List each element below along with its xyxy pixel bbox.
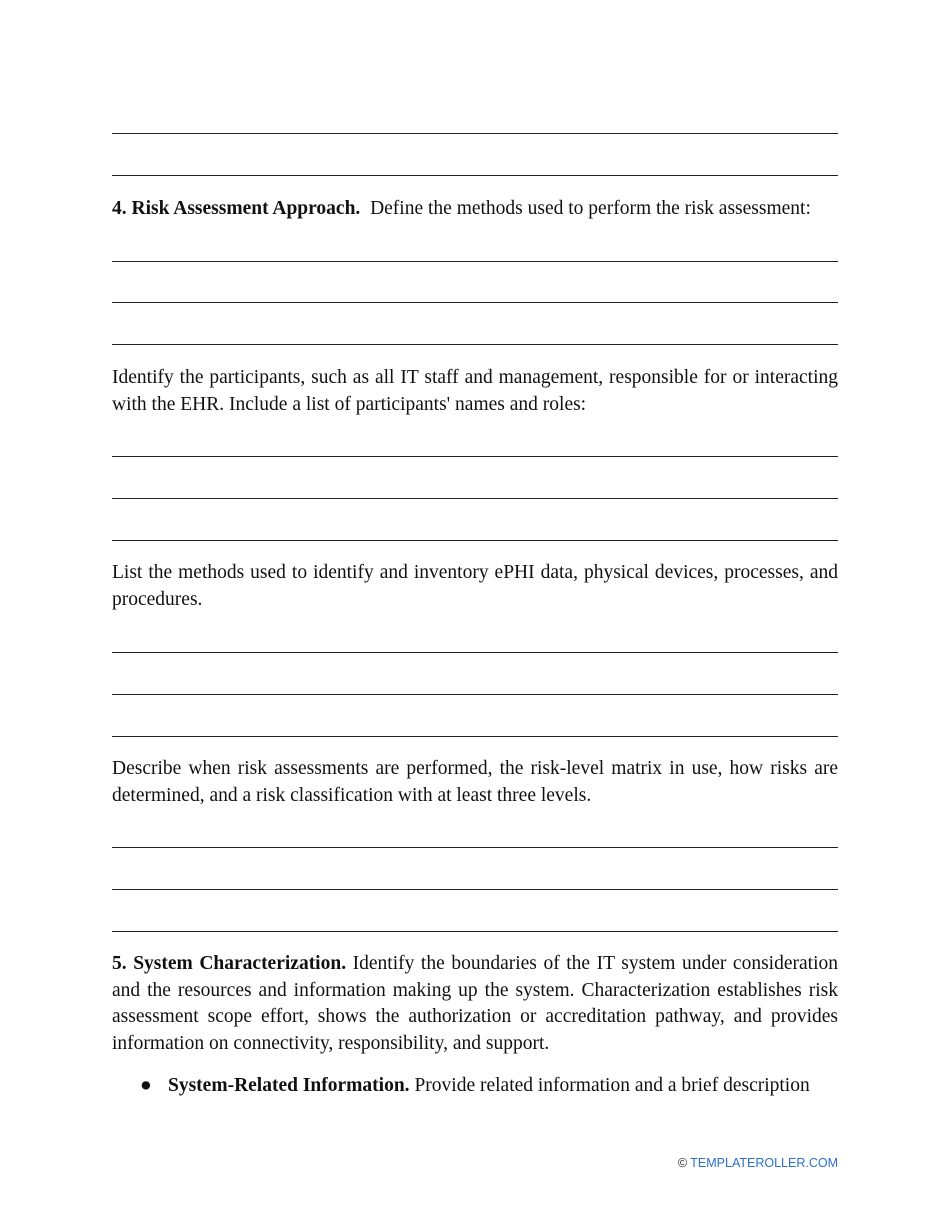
bullet-icon: ●	[140, 1075, 152, 1096]
answer-line	[112, 133, 838, 134]
answer-line	[112, 344, 838, 345]
answer-line	[112, 456, 838, 457]
bullet-item	[112, 1073, 838, 1100]
answer-line	[112, 889, 838, 890]
answer-line	[112, 540, 838, 541]
answer-line	[112, 498, 838, 499]
bullet-heading: System-Related Information.	[168, 1075, 410, 1096]
methods-paragraph: List the methods used to identify and inventory ePHI data, physical devices, processes, and procedures.	[112, 562, 838, 610]
section-5-number: 5.	[112, 953, 127, 974]
answer-line	[112, 652, 838, 653]
bullet-body: Provide related information and a brief description	[414, 1075, 810, 1096]
footer-watermark	[678, 1156, 838, 1170]
section-5-paragraph	[112, 951, 838, 1057]
bullet-text	[168, 1073, 838, 1100]
section-4-title: Risk Assessment Approach.	[131, 198, 361, 219]
section-5-body: Identify the boundaries of the IT system under consideration and the resources and information making up the system. Characterization establishes risk assessment scope effort, shows the authorization or accreditation pathway, and provides information on connectivity, responsibility, and support.	[112, 953, 838, 1054]
answer-line	[112, 302, 838, 303]
section-4-number: 4.	[112, 198, 127, 219]
answer-line	[112, 931, 838, 932]
answer-line	[112, 736, 838, 737]
answer-line	[112, 175, 838, 176]
participants-paragraph: Identify the participants, such as all IT staff and management, responsible for or interacting with the EHR. Include a list of participants' names and roles:	[112, 367, 838, 415]
answer-line	[112, 261, 838, 262]
answer-line	[112, 694, 838, 695]
describe-paragraph: Describe when risk assessments are performed, the risk-level matrix in use, how risks are determined, and a risk classification with at least three levels.	[112, 758, 838, 806]
section-5-title: System Characterization.	[133, 953, 347, 974]
copyright-symbol: ©	[677, 1156, 688, 1170]
footer-brand-link[interactable]: TEMPLATEROLLER.COM	[690, 1156, 838, 1170]
section-4-heading	[112, 196, 838, 223]
answer-line	[112, 847, 838, 848]
section-4-intro: Define the methods used to perform the risk assessment:	[370, 198, 811, 219]
